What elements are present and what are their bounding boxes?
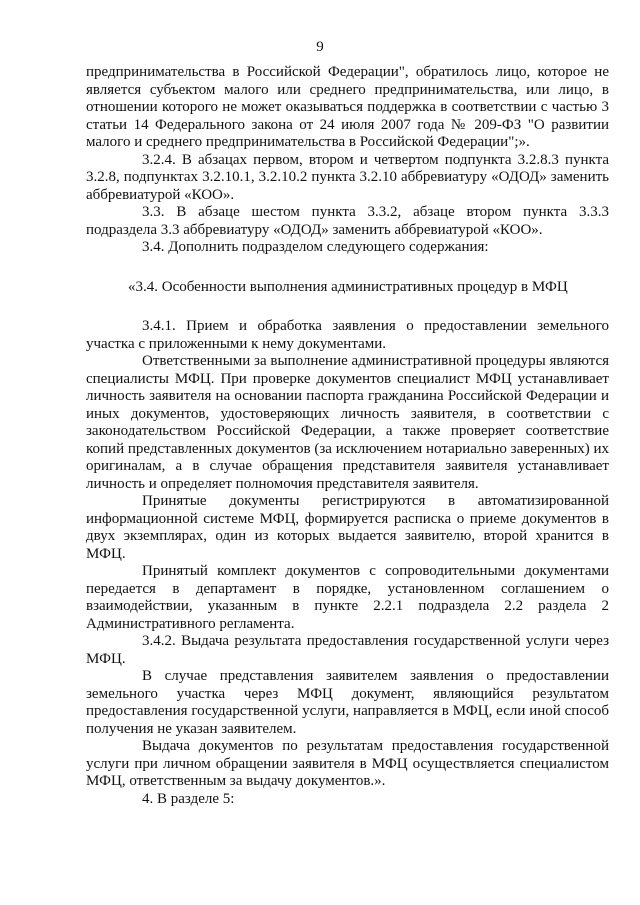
paragraph-3-2-4: 3.2.4. В абзацах первом, втором и четвертом подпункта 3.2.8.3 пункта 3.2.8, подпунктах 3.2.10.1, 3.2.10.2 пункта 3.2.10 аббревиатуру «ОДОД» заменить аббревиатурой «КОО». bbox=[86, 151, 609, 203]
paragraph-3-4: 3.4. Дополнить подразделом следующего содержания: bbox=[142, 239, 489, 255]
paragraph-responsible: Ответственными за выполнение административной процедуры являются специалисты МФЦ. При проверке документов специалист МФЦ устанавливает личность заявителя на основании паспорта гражданина Российской Федерации и иных документов, удостоверяющих личность заявителя, в соответствии с законодательством Российской Федерации, а также проверяет соответствие копий представленных документов (за исключением нотариально заверенных) их оригиналам, а в случае обращения представителя заявителя устанавливает личность и определяет полномочия представителя заявителя. bbox=[86, 353, 609, 492]
page-number: 9 bbox=[316, 39, 324, 55]
subsection-title: «3.4. Особенности выполнения административных процедур в МФЦ bbox=[128, 278, 568, 295]
paragraph-registration: Принятые документы регистрируются в автоматизированной информационной системе МФЦ, формируется расписка о приеме документов в двух экземплярах, один из которых выдается заявителю, второй хранится в МФЦ. bbox=[86, 493, 609, 562]
paragraph-section-5: 4. В разделе 5: bbox=[142, 790, 235, 807]
paragraph-3-4-2: 3.4.2. Выдача результата предоставления государственной услуги через МФЦ. bbox=[86, 633, 609, 667]
paragraph-3-3: 3.3. В абзаце шестом пункта 3.3.2, абзаце втором пункта 3.3.3 подраздела 3.3 аббревиатуру «ОДОД» заменить аббревиатурой «КОО». bbox=[86, 204, 609, 238]
paragraph-continuation: предпринимательства в Российской Федерации", обратилось лицо, которое не является субъектом малого или среднего предпринимательства, или лицо, в отношении которого не может оказываться поддержка в соответствии с частью 3 статьи 14 Федерального закона от 24 июля 2007 года № 209-ФЗ "О развитии малого и среднего предпринимательства в Российской Федерации";». bbox=[86, 64, 609, 150]
paragraph-document-issue: Выдача документов по результатам предоставления государственной услуги при личном обращении заявителя в МФЦ осуществляется специалистом МФЦ, ответственным за выдачу документов.». bbox=[86, 738, 609, 789]
paragraph-3-4-1: 3.4.1. Прием и обработка заявления о предоставлении земельного участка с приложенными к нему документами. bbox=[86, 318, 609, 352]
paragraph-transfer: Принятый комплект документов с сопроводительными документами передается в департамент в порядке, установленном соглашением о взаимодействии, указанным в пункте 2.2.1 подраздела 2.2 раздела 2 Административного регламента. bbox=[86, 563, 609, 632]
document-body bbox=[86, 64, 609, 808]
paragraph-result-delivery: В случае представления заявителем заявления о предоставлении земельного участка через МФЦ документ, являющийся результатом предоставления государственной услуги, направляется в МФЦ, если иной способ получения не указан заявителем. bbox=[86, 668, 609, 737]
